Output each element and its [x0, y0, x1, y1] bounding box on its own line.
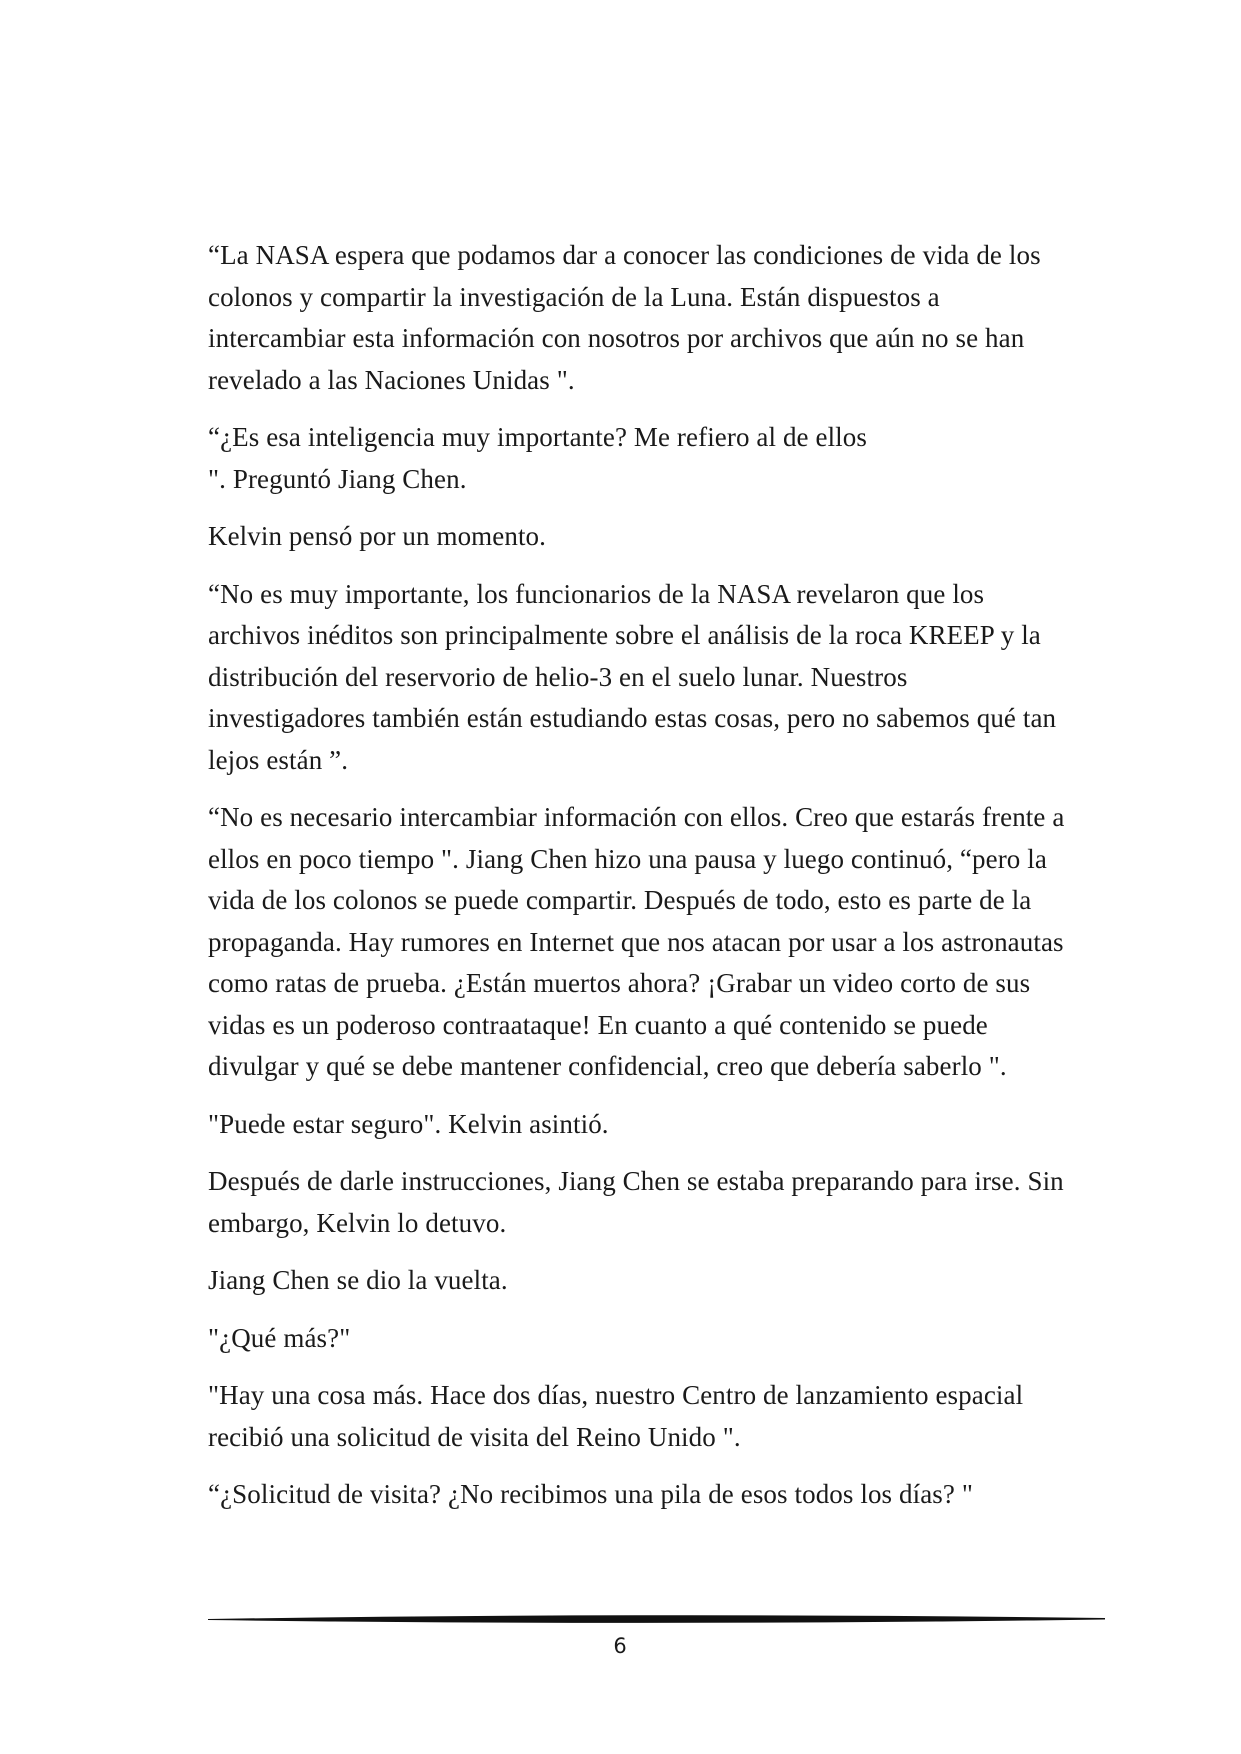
paragraph-2: “¿Es esa inteligencia muy importante? Me refiero al de ellos ". Preguntó Jiang Chen. [208, 422, 867, 494]
paragraph-8: Jiang Chen se dio la vuelta. [208, 1265, 508, 1295]
body-text [208, 235, 1068, 1532]
footer-divider [208, 1613, 1105, 1625]
paragraph-9: "¿Qué más?" [208, 1322, 351, 1353]
paragraph-1: “La NASA espera que podamos dar a conocer las condiciones de vida de los colonos y compartir la investigación de la Luna. Están dispuestos a intercambiar esta información con nosotros por archivos que aún no se han revelado a las Naciones Unidas ". [208, 240, 1041, 395]
page-number: 6 [613, 1634, 627, 1658]
paragraph-3: Kelvin pensó por un momento. [208, 521, 547, 551]
paragraph-10: "Hay una cosa más. Hace dos días, nuestro Centro de lanzamiento espacial recibió una solicitud de visita del Reino Unido ". [208, 1380, 1024, 1452]
paragraph-5: “No es necesario intercambiar información con ellos. Creo que estarás frente a ellos en poco tiempo ". Jiang Chen hizo una pausa y luego continuó, “pero la vida de los colonos se puede compartir. Después de todo, esto es parte de la propaganda. Hay rumores en Internet que nos atacan por usar a los astronautas como ratas de prueba. ¿Están muertos ahora? ¡Grabar un video corto de sus vidas es un poderoso contraataque! En cuanto a qué contenido se puede divulgar y qué se debe mantener confidencial, creo que debería saberlo ". [208, 802, 1065, 1081]
paragraph-6: "Puede estar seguro". Kelvin asintió. [208, 1108, 609, 1139]
paragraph-4: “No es muy importante, los funcionarios de la NASA revelaron que los archivos inéditos son principalmente sobre el análisis de la roca KREEP y la distribución del reservorio de helio-3 en el suelo lunar. Nuestros investigadores también están estudiando estas cosas, pero no sabemos qué tan lejos están ”. [208, 578, 1057, 775]
paragraph-11: “¿Solicitud de visita? ¿No recibimos una pila de esos todos los días? " [208, 1479, 973, 1509]
paragraph-7: Después de darle instrucciones, Jiang Chen se estaba preparando para irse. Sin embargo, Kelvin lo detuvo. [208, 1166, 1064, 1238]
